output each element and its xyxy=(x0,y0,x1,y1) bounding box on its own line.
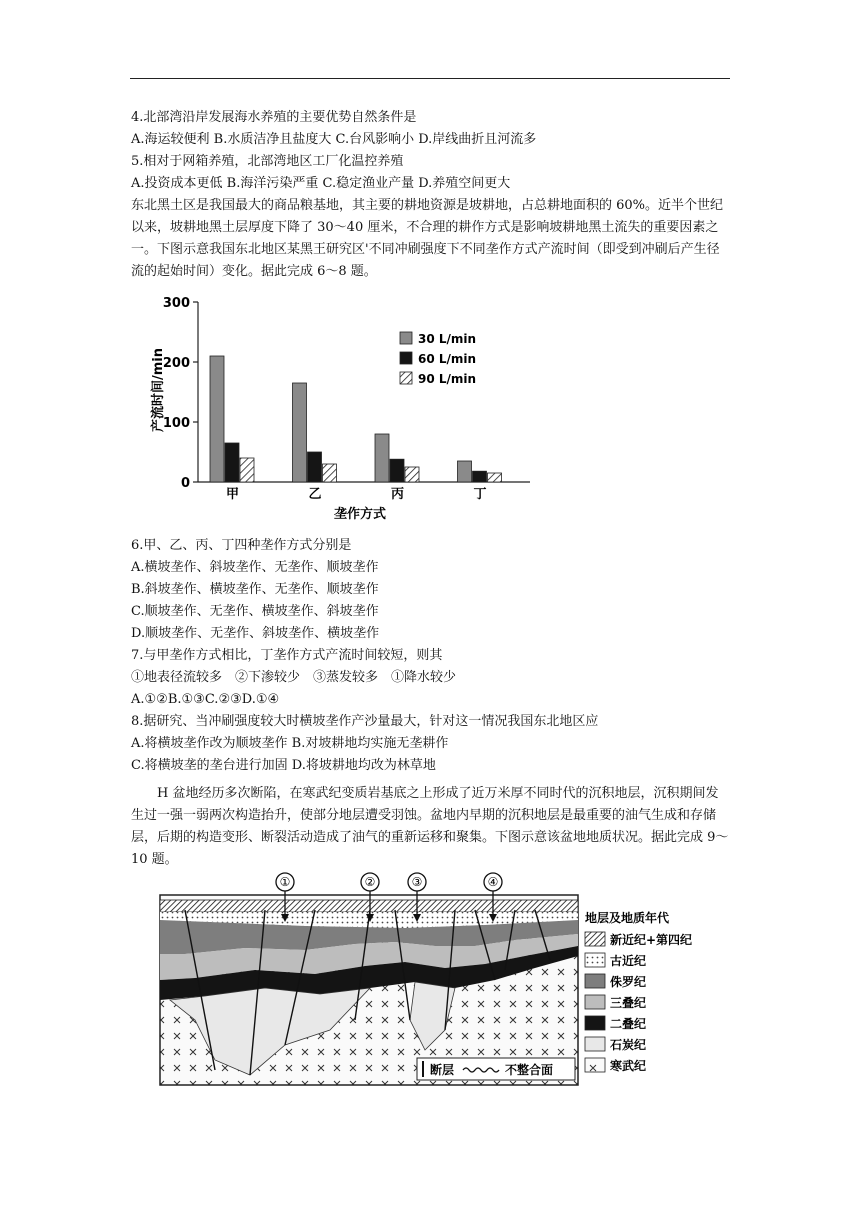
geo-legend-label: 侏罗纪 xyxy=(610,975,647,989)
legend-label: 60 L/min xyxy=(418,352,477,366)
legend-swatch xyxy=(400,372,412,384)
q4-stem: 4.北部湾沿岸发展海水养殖的主要优势自然条件是 xyxy=(131,110,417,125)
legend-label: 90 L/min xyxy=(418,372,477,386)
bar-甲-series-2 xyxy=(240,458,254,482)
bar-丙-series-0 xyxy=(375,434,389,482)
fault-legend-label: 断层 xyxy=(430,1063,455,1077)
geo-legend-label: 古近纪 xyxy=(610,954,647,968)
y-tick-label: 300 xyxy=(162,296,190,311)
basin-cross-section xyxy=(155,870,720,1090)
q7-items: ①地表径流较多 ②下渗较少 ③蒸发较多 ①降水较少 xyxy=(131,670,457,685)
q6-option-d: D.顺坡垄作、无垄作、斜坡垄作、横坡垄作 xyxy=(131,626,380,641)
passage-h-basin: H 盆地经历多次断陷，在寒武纪变质岩基底之上形成了近万米厚不同时代的沉积地层，沉积期间发生过一强一弱两次构造抬升，使部分地层遭受羽蚀。盆地内早期的沉积地层是最重要的油气生成和存储层，后期的构造变形、断裂活动造成了油气的重新运移和聚集。下图示意该盆地地质状况。据此完成 9～10 题。 xyxy=(131,786,729,867)
x-tick-label: 丙 xyxy=(390,487,405,502)
position-marker-4: ④ xyxy=(487,875,499,889)
q8-stem: 8.据研究、当冲刷强度较大时横坡垄作产沙量最大，针对这一情况我国东北地区应 xyxy=(131,714,599,729)
x-tick-label: 丁 xyxy=(473,487,487,502)
q6-option-a: A.横坡垄作、斜坡垄作、无垄作、顺坡垄作 xyxy=(131,560,379,575)
geo-legend-swatch xyxy=(585,932,605,946)
q6-option-b: B.斜坡垄作、横坡垄作、无垄作、顺坡垄作 xyxy=(131,582,379,597)
unconformity-legend-label: 不整合面 xyxy=(505,1063,554,1077)
q7-options: A.①②B.①③C.②③D.①④ xyxy=(131,692,280,707)
q6-stem: 6.甲、乙、丙、丁四种垄作方式分别是 xyxy=(131,538,352,553)
runoff-bar-chart xyxy=(140,290,540,530)
position-marker-3: ③ xyxy=(411,875,423,889)
x-tick-label: 乙 xyxy=(308,487,322,502)
geo-legend-label: 寒武纪 xyxy=(610,1059,647,1073)
geo-legend-label: 三叠纪 xyxy=(610,996,647,1010)
geo-legend-swatch xyxy=(585,974,605,988)
x-axis-label: 垄作方式 xyxy=(333,507,387,522)
y-tick-label: 0 xyxy=(180,476,190,491)
q4-options: A.海运较便利 B.水质洁净且盐度大 C.台风影响小 D.岸线曲折且河流多 xyxy=(131,132,537,147)
legend-swatch xyxy=(400,332,412,344)
legend-swatch xyxy=(400,352,412,364)
header-rule xyxy=(130,78,730,79)
geo-legend-label: 石炭纪 xyxy=(610,1038,647,1052)
bar-丁-series-0 xyxy=(458,461,472,482)
bar-乙-series-2 xyxy=(323,464,337,482)
bar-甲-series-1 xyxy=(225,443,239,482)
bar-丙-series-2 xyxy=(405,467,419,482)
q8-options-cd: C.将横坡垄的垄台进行加固 D.将坡耕地均改为林草地 xyxy=(131,758,436,773)
passage-black-soil: 东北黑土区是我国最大的商品粮基地，其主要的耕地资源是坡耕地，占总耕地面积的 60%。近半个世纪以来，坡耕地黑土层厚度下降了 30～40 厘米，不合理的耕作方式是影响坡耕地黑土流失的重要因素之一。下图示意我国东北地区某黑王研究区'不同冲刷强度下不同垄作方式产流时间（即受到冲刷后产生径流的起始时间）变化。据此完成 6～8 题。 xyxy=(131,198,724,279)
y-tick-label: 100 xyxy=(162,416,190,431)
q5-options: A.投资成本更低 B.海洋污染严重 C.稳定渔业产量 D.养殖空间更大 xyxy=(131,176,511,191)
bar-丁-series-1 xyxy=(473,471,487,482)
bar-乙-series-1 xyxy=(308,452,322,482)
position-marker-1: ① xyxy=(279,875,291,889)
y-tick-label: 200 xyxy=(162,356,190,371)
y-axis-label: 产流时间/min xyxy=(151,347,166,433)
geo-legend-swatch xyxy=(585,1037,605,1051)
position-marker-2: ② xyxy=(364,875,376,889)
x-tick-label: 甲 xyxy=(225,487,240,502)
geo-legend-swatch xyxy=(585,1016,605,1030)
q7-stem: 7.与甲垄作方式相比，丁垄作方式产流时间较短，则其 xyxy=(131,648,443,663)
geo-legend-label: 二叠纪 xyxy=(610,1017,647,1031)
geo-legend-label: 新近纪+第四纪 xyxy=(610,933,693,947)
geo-legend-swatch xyxy=(585,1058,605,1072)
bar-甲-series-0 xyxy=(210,356,224,482)
bar-丙-series-1 xyxy=(390,459,404,482)
geo-legend-swatch xyxy=(585,995,605,1009)
q5-stem: 5.相对于网箱养殖，北部湾地区工厂化温控养殖 xyxy=(131,154,404,169)
q8-options-ab: A.将横坡垄作改为顺坡垄作 B.对坡耕地均实施无垄耕作 xyxy=(131,736,449,751)
geo-legend-title: 地层及地质年代 xyxy=(585,911,670,925)
bar-丁-series-2 xyxy=(488,473,502,482)
bar-乙-series-0 xyxy=(293,383,307,482)
chart-legend xyxy=(400,332,476,386)
legend-label: 30 L/min xyxy=(418,332,477,346)
geo-legend-swatch xyxy=(585,953,605,967)
q6-option-c: C.顺坡垄作、无垄作、横坡垄作、斜坡垄作 xyxy=(131,604,379,619)
